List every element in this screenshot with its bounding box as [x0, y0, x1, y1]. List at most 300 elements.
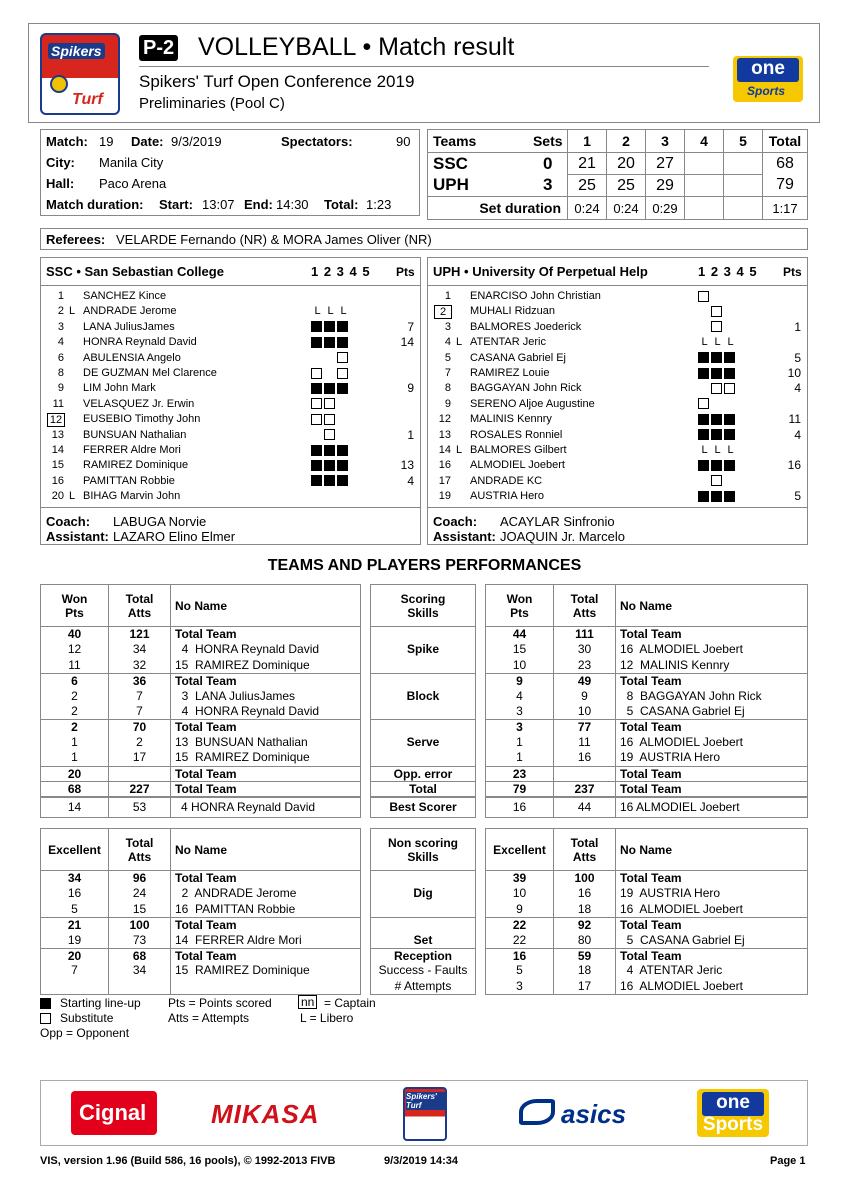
team-b-player-list	[428, 289, 807, 504]
stat-value: 79	[486, 782, 554, 796]
empty-set-slot	[350, 491, 361, 502]
scoring-row	[486, 766, 807, 781]
empty-set-slot	[737, 491, 748, 502]
set-participation	[698, 397, 763, 412]
substitute-square-icon	[40, 1013, 51, 1024]
player-points: 10	[787, 365, 801, 380]
scoring-row	[41, 781, 360, 796]
nonscoring-row	[41, 933, 360, 948]
set-participation	[311, 397, 376, 412]
team-b-sets-header: 1 2 3 4 5	[698, 264, 757, 279]
nonscoring-row	[486, 948, 807, 963]
stat-attempts: 92	[554, 918, 616, 932]
best-scorer-attempts: 44	[554, 798, 616, 817]
legend-libero: L = Libero	[300, 1011, 354, 1025]
stat-value: 11	[41, 658, 109, 673]
empty-set-slot	[363, 460, 374, 471]
nonscoring-row	[41, 902, 360, 917]
nonscoring-row	[41, 917, 360, 932]
scoring-row	[486, 750, 807, 765]
scoring-row	[41, 750, 360, 765]
skill-name: Total	[371, 781, 475, 796]
player-name: EUSEBIO Timothy John	[83, 413, 201, 426]
legend-atts: Atts = Attempts	[168, 1011, 250, 1025]
empty-set-slot	[324, 368, 335, 379]
end-label: End:	[244, 197, 273, 212]
stat-value: 39	[486, 871, 554, 886]
team-b-code: UPH	[433, 175, 469, 195]
stat-player: Total Team	[620, 627, 682, 641]
stat-value: 9	[486, 674, 554, 688]
set3-duration: 0:29	[646, 197, 685, 220]
scoring-col2-header: Total Atts	[554, 585, 616, 627]
stat-player: Total Team	[620, 948, 682, 963]
referees-box	[40, 228, 808, 250]
legend-captain: = Captain	[324, 996, 376, 1010]
hall-value: Paco Arena	[99, 176, 167, 191]
stat-player: 2 ANDRADE Jerome	[175, 886, 297, 901]
player-row	[41, 320, 420, 335]
starter-square-icon	[698, 352, 709, 363]
empty-set-slot	[350, 352, 361, 363]
empty-set-slot	[311, 429, 322, 440]
player-number: 3	[57, 320, 64, 333]
team-a-sets: 0	[543, 153, 553, 173]
stat-player: 15 RAMIREZ Dominique	[175, 750, 310, 765]
nonscoring-header-row	[486, 829, 807, 871]
duration-label: Match duration:	[46, 197, 144, 212]
stat-attempts: 70	[109, 720, 171, 734]
set-participation	[698, 489, 763, 504]
stat-player: 15 RAMIREZ Dominique	[175, 657, 310, 672]
stat-player: Total Team	[175, 720, 237, 735]
match-info-box	[40, 129, 420, 216]
skill-name	[371, 917, 475, 932]
stat-value: 68	[41, 782, 109, 796]
team-a-set5	[724, 153, 763, 175]
stat-attempts: 15	[109, 902, 171, 917]
libero-set-marker: L	[314, 305, 321, 318]
empty-set-slot	[363, 291, 374, 302]
player-number: 3	[444, 320, 451, 333]
stat-attempts: 24	[109, 886, 171, 901]
nonscoring-row	[41, 886, 360, 901]
starter-square-icon	[337, 321, 348, 332]
stat-attempts: 80	[554, 933, 616, 948]
stat-attempts: 18	[554, 963, 616, 978]
empty-set-slot	[311, 291, 322, 302]
player-name: MALINIS Kennry	[470, 413, 552, 426]
nonscoring-row	[486, 871, 807, 886]
set4-header: 4	[685, 130, 724, 153]
empty-set-slot	[363, 368, 374, 379]
set-participation	[311, 474, 376, 489]
empty-set-slot	[363, 306, 374, 317]
stat-player: 16 ALMODIEL Joebert	[620, 978, 743, 993]
stat-player: Total Team	[175, 948, 237, 963]
player-number: 5	[444, 351, 451, 364]
stat-value: 22	[486, 933, 554, 948]
stat-value: 40	[41, 627, 109, 642]
skill-name: Serve	[406, 734, 440, 749]
nonscoring-col1-header: Excellent	[41, 829, 109, 871]
team-b-name: UPH • University Of Perpetual Help	[433, 264, 648, 279]
skill-name	[371, 658, 475, 673]
nonscoring-skills-header: Non scoring Skills	[371, 829, 475, 871]
substitute-square-icon	[337, 352, 348, 363]
libero-set-marker: L	[340, 305, 347, 318]
player-points: 14	[400, 335, 414, 350]
starter-square-icon	[724, 414, 735, 425]
nonscoring-skills-column	[370, 828, 476, 995]
stat-attempts: 7	[109, 689, 171, 704]
set2-duration: 0:24	[607, 197, 646, 220]
nonscoring-team-a-table	[40, 828, 361, 995]
scoring-row	[486, 627, 807, 642]
libero-set-marker: L	[714, 443, 721, 456]
stat-attempts: 227	[109, 782, 171, 796]
empty-set-slot	[350, 306, 361, 317]
player-row	[41, 335, 420, 350]
set-participation	[698, 320, 763, 335]
scoring-row	[41, 673, 360, 688]
empty-set-slot	[698, 306, 709, 317]
scoring-row	[486, 658, 807, 673]
team-a-name: SSC • San Sebastian College	[46, 264, 224, 279]
starter-square-icon	[698, 460, 709, 471]
set3-header: 3	[646, 130, 685, 153]
empty-set-slot	[737, 337, 748, 348]
substitute-square-icon	[324, 414, 335, 425]
empty-set-slot	[750, 337, 761, 348]
asics-logo: asics	[519, 1095, 635, 1131]
empty-set-slot	[750, 460, 761, 471]
stat-player: 19 AUSTRIA Hero	[620, 886, 721, 901]
empty-set-slot	[750, 352, 761, 363]
footer-version: VIS, version 1.96 (Build 586, 16 pools), © 1992-2013 FIVB	[40, 1155, 336, 1167]
stat-player: 16 ALMODIEL Joebert	[620, 901, 743, 916]
empty-set-slot	[698, 321, 709, 332]
libero-marker: L	[69, 305, 76, 318]
empty-set-slot	[724, 306, 735, 317]
legend-starting: Starting line-up	[60, 996, 141, 1010]
stat-value: 34	[41, 871, 109, 886]
empty-set-slot	[363, 383, 374, 394]
team-b-coach: ACAYLAR Sinfronio	[500, 514, 615, 529]
nonscoring-name-header: No Name	[175, 843, 228, 857]
substitute-square-icon	[337, 368, 348, 379]
team-b-sets: 3	[543, 175, 553, 195]
skill-name	[371, 902, 475, 917]
team-a-assistant: LAZARO Elino Elmer	[113, 529, 236, 544]
stat-player: 4 ATENTAR Jeric	[620, 963, 723, 978]
stat-player: 4 HONRA Reynald David	[175, 642, 320, 657]
starter-square-icon	[324, 383, 335, 394]
skill-name: Block	[406, 688, 440, 703]
empty-set-slot	[737, 321, 748, 332]
empty-set-slot	[350, 475, 361, 486]
player-number: 1	[444, 290, 451, 302]
substitute-square-icon	[724, 383, 735, 394]
player-row	[428, 474, 807, 489]
player-row	[41, 428, 420, 443]
empty-set-slot	[311, 491, 322, 502]
empty-set-slot	[711, 398, 722, 409]
team-b-set4	[685, 175, 724, 197]
libero-marker: L	[69, 490, 76, 503]
starter-square-icon	[698, 368, 709, 379]
scoring-skills-header: Scoring Skills	[371, 585, 475, 627]
stat-attempts: 96	[109, 871, 171, 886]
set-participation	[698, 458, 763, 473]
player-number: 13	[438, 428, 451, 441]
stat-attempts: 34	[109, 642, 171, 657]
nonscoring-row	[486, 886, 807, 901]
player-row	[428, 489, 807, 504]
set-participation	[698, 474, 763, 489]
empty-set-slot	[724, 291, 735, 302]
footer-page: Page 1	[770, 1155, 806, 1167]
team-a-set3: 27	[646, 153, 685, 175]
player-name: VELASQUEZ Jr. Erwin	[83, 397, 195, 410]
empty-set-slot	[337, 291, 348, 302]
player-name: RAMIREZ Louie	[470, 366, 550, 379]
best-scorer-points: 16	[486, 798, 554, 817]
stat-attempts: 73	[109, 933, 171, 948]
empty-set-slot	[350, 383, 361, 394]
player-points: 4	[794, 427, 801, 442]
set-participation	[698, 412, 763, 427]
team-a-coach: LABUGA Norvie	[113, 514, 207, 529]
player-name: ENARCISO John Christian	[470, 290, 601, 302]
skill-name: # Attempts	[394, 978, 452, 993]
player-points: 4	[407, 473, 414, 488]
teams-header: Teams	[428, 130, 529, 153]
team-a-set4	[685, 153, 724, 175]
stat-value: 6	[41, 674, 109, 688]
libero-set-marker: L	[714, 336, 721, 349]
empty-set-slot	[350, 291, 361, 302]
team-a-sets-header: 1 2 3 4 5	[311, 264, 370, 279]
stat-player: Total Team	[620, 766, 682, 781]
player-row	[428, 412, 807, 427]
empty-set-slot	[737, 352, 748, 363]
player-points: 5	[794, 350, 801, 365]
stat-player: Total Team	[175, 871, 237, 885]
player-name: LANA JuliusJames	[83, 320, 175, 333]
stat-value: 1	[41, 735, 109, 750]
empty-set-slot	[350, 368, 361, 379]
starter-square-icon	[711, 352, 722, 363]
starter-square-icon	[724, 491, 735, 502]
stat-value: 19	[41, 933, 109, 948]
player-points: 1	[794, 319, 801, 334]
set-participation	[311, 289, 376, 304]
scoring-row	[41, 689, 360, 704]
player-number: 19	[438, 490, 451, 503]
player-number: 1	[57, 290, 64, 302]
set-duration-label: Set duration	[479, 200, 561, 216]
set-participation	[311, 366, 376, 381]
scoring-row	[41, 627, 360, 642]
player-name: RAMIREZ Dominique	[83, 459, 189, 472]
legend-substitute: Substitute	[60, 1011, 114, 1025]
player-row	[41, 351, 420, 366]
skill-name	[371, 750, 475, 765]
player-row	[41, 474, 420, 489]
empty-set-slot	[750, 291, 761, 302]
starter-square-icon	[311, 337, 322, 348]
player-row	[428, 366, 807, 381]
player-name: ABULENSIA Angelo	[83, 351, 181, 364]
scoring-row	[486, 735, 807, 750]
nonscoring-row	[486, 963, 807, 978]
empty-set-slot	[724, 475, 735, 486]
empty-set-slot	[337, 429, 348, 440]
libero-marker: L	[456, 336, 463, 349]
stat-attempts	[109, 767, 171, 781]
team-a-set2: 20	[607, 153, 646, 175]
starter-square-icon	[324, 321, 335, 332]
match-number: 19	[99, 134, 114, 149]
nonscoring-col2-header: Total Atts	[554, 829, 616, 871]
scoring-header-row	[41, 585, 360, 627]
player-row	[428, 397, 807, 412]
title-rule	[139, 66, 709, 67]
player-row	[41, 443, 420, 458]
stat-player: Total Team	[175, 627, 237, 641]
player-points: 7	[407, 319, 414, 334]
nonscoring-row	[41, 948, 360, 963]
stat-value: 3	[486, 720, 554, 734]
set1-header: 1	[568, 130, 607, 153]
empty-set-slot	[363, 445, 374, 456]
mikasa-logo: MIKASA	[211, 1099, 320, 1129]
stat-value	[41, 979, 109, 994]
empty-set-slot	[324, 352, 335, 363]
team-a-assistant-label: Assistant:	[46, 529, 109, 544]
team-b-pts-header: Pts	[783, 265, 802, 279]
empty-set-slot	[363, 475, 374, 486]
libero-set-marker: L	[727, 443, 734, 456]
scoring-team-b-table	[485, 584, 808, 797]
scoring-col2-header: Total Atts	[109, 585, 171, 627]
player-name: PAMITTAN Robbie	[83, 474, 175, 487]
stat-attempts: 11	[554, 735, 616, 750]
team-a-code: SSC	[433, 153, 468, 173]
empty-set-slot	[737, 368, 748, 379]
stat-player: Total Team	[620, 781, 682, 796]
player-name: ROSALES Ronniel	[470, 428, 563, 441]
player-points: 1	[407, 427, 414, 442]
empty-set-slot	[337, 491, 348, 502]
set-participation	[698, 335, 763, 350]
player-name: CASANA Gabriel Ej	[470, 351, 566, 364]
starter-square-icon	[311, 321, 322, 332]
player-number: 2	[57, 305, 64, 318]
player-row	[41, 397, 420, 412]
stat-value: 16	[41, 886, 109, 901]
category-badge: P-2	[139, 35, 178, 61]
player-number: 16	[438, 459, 451, 472]
nonscoring-col1-header: Excellent	[486, 829, 554, 871]
stat-attempts: 237	[554, 782, 616, 796]
score-table-wrap	[427, 129, 808, 220]
starter-square-icon	[698, 491, 709, 502]
skill-name	[371, 627, 475, 642]
player-name: ALMODIEL Joebert	[470, 459, 565, 472]
team-b-set5	[724, 175, 763, 197]
substitute-square-icon	[311, 398, 322, 409]
total-time: 1:23	[366, 197, 392, 212]
player-name: BALMORES Gilbert	[470, 443, 567, 456]
player-number: 4	[444, 336, 451, 349]
player-number: 14	[51, 443, 64, 456]
stat-attempts: 121	[109, 627, 171, 642]
stat-player: 8 BAGGAYAN John Rick	[620, 688, 762, 703]
player-number: 2	[434, 305, 452, 319]
stat-attempts: 100	[109, 918, 171, 932]
best-scorer-points: 14	[41, 798, 109, 817]
player-row	[41, 458, 420, 473]
stat-value: 1	[486, 735, 554, 750]
start-label: Start:	[159, 197, 193, 212]
empty-set-slot	[363, 352, 374, 363]
player-number: 9	[57, 382, 64, 395]
stat-player: Total Team	[620, 918, 682, 933]
player-name: FERRER Aldre Mori	[83, 443, 181, 456]
team-b-set3: 29	[646, 175, 685, 197]
scoring-row	[486, 673, 807, 688]
starter-square-icon	[311, 383, 322, 394]
stat-attempts: 30	[554, 642, 616, 657]
player-number: 9	[444, 397, 451, 410]
empty-set-slot	[350, 445, 361, 456]
skill-name	[371, 673, 475, 688]
skill-name: Spike	[406, 642, 439, 657]
starter-square-icon	[324, 475, 335, 486]
empty-set-slot	[350, 321, 361, 332]
empty-set-slot	[324, 491, 335, 502]
scoring-name-header: No Name	[620, 599, 673, 613]
scoring-skills-column	[370, 584, 476, 797]
stat-player: 16 ALMODIEL Joebert	[620, 734, 743, 749]
stat-attempts	[554, 767, 616, 781]
spikers-turf-sponsor-logo: Spikers' Turf	[403, 1087, 447, 1141]
empty-set-slot	[350, 460, 361, 471]
stat-value: 1	[486, 750, 554, 765]
skill-name: Dig	[413, 886, 433, 901]
empty-set-slot	[737, 445, 748, 456]
stat-player: 3 LANA JuliusJames	[175, 688, 296, 703]
team-a-coach-label: Coach:	[46, 514, 91, 529]
set-participation	[311, 381, 376, 396]
player-row	[41, 366, 420, 381]
starter-square-icon	[711, 429, 722, 440]
nonscoring-row	[486, 902, 807, 917]
empty-set-slot	[737, 414, 748, 425]
stat-value: 16	[486, 949, 554, 963]
scoring-row	[41, 704, 360, 719]
player-number: 12	[47, 413, 65, 427]
stat-player: 14 FERRER Aldre Mori	[175, 932, 302, 947]
one-sports-sponsor-logo: one Sports	[697, 1089, 769, 1137]
set-participation	[698, 366, 763, 381]
player-number: 7	[444, 366, 451, 379]
stat-attempts: 100	[554, 871, 616, 886]
stat-player: 13 BUNSUAN Nathalian	[175, 734, 308, 749]
scoring-col1-header: Won Pts	[41, 585, 109, 627]
